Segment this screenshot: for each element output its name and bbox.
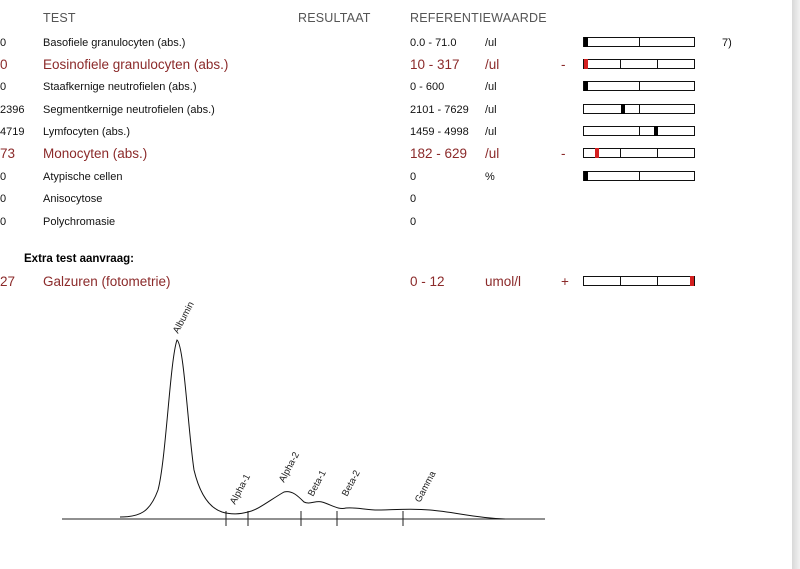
test-name: Staafkernige neutrofielen (abs.)	[43, 81, 197, 93]
extra-test-title: Extra test aanvraag:	[24, 253, 134, 265]
unit: /ul	[485, 57, 500, 72]
test-name: Monocyten (abs.)	[43, 146, 148, 161]
reference-range: 2101 - 7629	[410, 104, 469, 116]
test-name: Galzuren (fotometrie)	[43, 274, 171, 289]
test-name: Eosinofiele granulocyten (abs.)	[43, 57, 229, 72]
reference-range: 1459 - 4998	[410, 126, 469, 138]
test-name: Anisocytose	[43, 193, 103, 205]
test-name: Polychromasie	[43, 216, 116, 228]
reference-range: 10 - 317	[410, 57, 460, 72]
result-value: 73	[0, 146, 16, 161]
header-reference: REFERENTIEWAARDE	[410, 11, 547, 25]
peak-label: Alpha-2	[276, 450, 303, 485]
test-name: Basofiele granulocyten (abs.)	[43, 37, 186, 49]
test-name: Segmentkernige neutrofielen (abs.)	[43, 104, 215, 116]
flag: -	[561, 57, 566, 72]
page-edge-shadow	[792, 0, 800, 569]
test-name: Lymfocyten (abs.)	[43, 126, 131, 138]
flag: +	[561, 274, 569, 289]
result-value: 0	[0, 216, 7, 228]
unit: /ul	[485, 146, 500, 161]
result-value: 0	[0, 193, 7, 205]
peak-label: Beta-2	[339, 468, 363, 499]
header-test: TEST	[43, 11, 76, 25]
unit: /ul	[485, 81, 497, 93]
unit: /ul	[485, 126, 497, 138]
result-value: 27	[0, 274, 16, 289]
footnote: 7)	[722, 37, 732, 49]
unit: /ul	[485, 37, 497, 49]
peak-label: Beta-1	[305, 468, 329, 499]
result-value: 4719	[0, 126, 25, 138]
result-value: 0	[0, 57, 8, 72]
reference-range: 0.0 - 71.0	[410, 37, 457, 49]
reference-range: 0 - 600	[410, 81, 445, 93]
unit: /ul	[485, 104, 497, 116]
reference-range: 0 - 12	[410, 274, 445, 289]
result-value: 0	[0, 171, 7, 183]
flag: -	[561, 146, 566, 161]
unit: umol/l	[485, 274, 522, 289]
result-value: 2396	[0, 104, 25, 116]
reference-range: 0	[410, 193, 417, 205]
reference-range: 182 - 629	[410, 146, 468, 161]
test-name: Atypische cellen	[43, 171, 123, 183]
reference-range: 0	[410, 216, 417, 228]
reference-range: 0	[410, 171, 417, 183]
unit: %	[485, 171, 495, 183]
result-value: 0	[0, 37, 7, 49]
peak-label: Albumin	[170, 299, 197, 336]
header-result: RESULTAAT	[298, 11, 371, 25]
result-value: 0	[0, 81, 7, 93]
peak-label: Gamma	[412, 469, 439, 505]
peak-label: Alpha-1	[227, 472, 254, 507]
